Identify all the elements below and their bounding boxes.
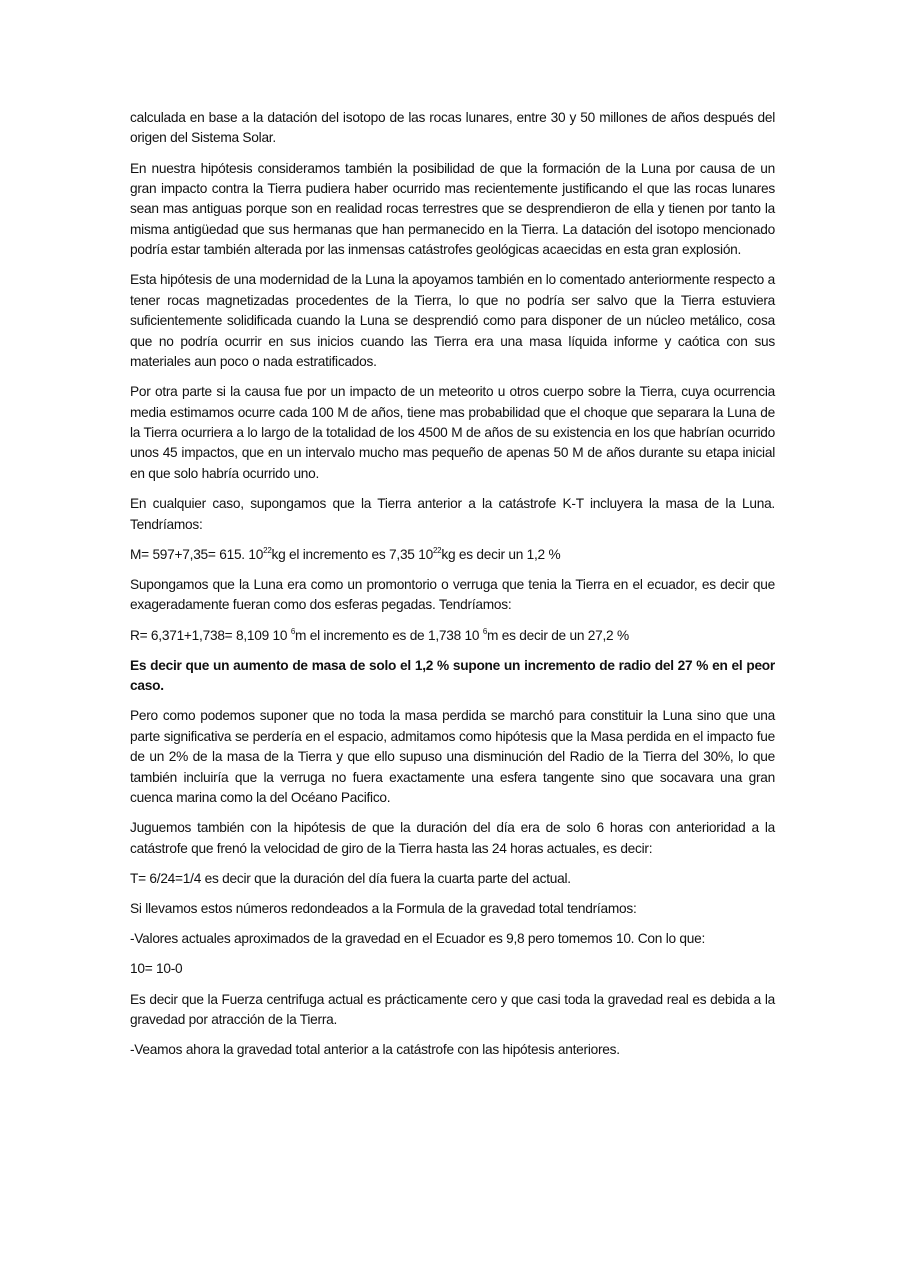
formula-text: M= 597+7,35= 615. 10 xyxy=(130,546,264,562)
exponent: 22 xyxy=(263,545,272,555)
paragraph: 10= 10-0 xyxy=(130,961,183,977)
paragraph: Supongamos que la Luna era como un promontorio o verruga que tenia la Tierra en el ecuador, es decir que exageradamente fueran como dos esferas pegadas. Tendríamos: xyxy=(130,576,775,613)
paragraph: En cualquier caso, supongamos que la Tierra anterior a la catástrofe K-T incluyera la masa de la Luna. Tendríamos: xyxy=(130,496,775,532)
paragraph: Por otra parte si la causa fue por un impacto de un meteorito u otros cuerpo sobre la Tierra, cuya ocurrencia media estimamos ocurre cada 100 M de años, tiene mas probabilidad que el choque que separara la Luna de la Tierra ocurriera a lo largo de la totalidad de los 4500 M de años de su existencia en los que habrían ocurrido unos 45 impactos, que en un intervalo mucho mas pequeño de apenas 50 M de años durante su etapa inicial en que solo habría ocurrido uno. xyxy=(130,384,775,481)
paragraph: Esta hipótesis de una modernidad de la Luna la apoyamos también en lo comentado anteriormente respecto a tener rocas magnetizadas procedentes de la Tierra, lo que no podría ser salvo que la Tierra estuviera suficientemente solidificada cuando la Luna se desprendió como para disponer de un núcleo metálico, cosa que no podría ocurrir en sus inicios cuando las Tierra era una masa líquida informe y caótica con sus materiales aun poco o nada estratificados. xyxy=(130,272,775,370)
exponent: 6 xyxy=(290,626,296,636)
paragraph: Pero como podemos suponer que no toda la masa perdida se marchó para constituir la Luna sino que una parte significativa se perdería en el espacio, admitamos como hipótesis que la Masa perdida en el impacto fue de un 2% de la masa de la Tierra y que ello supuso una disminución del Radio de la Tierra del 30%, lo que también incluiría que la verruga no fuera exactamente una esfera tangente sino que socavara una gran cuenca marina como la del Océano Pacifico. xyxy=(130,708,775,805)
paragraph: calculada en base a la datación del isotopo de las rocas lunares, entre 30 y 50 millones de años después del origen del Sistema Solar. xyxy=(130,110,775,146)
mass-formula xyxy=(130,545,775,565)
exponent: 22 xyxy=(432,545,442,555)
document-page xyxy=(130,108,775,1070)
radius-formula xyxy=(130,626,775,646)
formula-text: m es decir de un 27,2 % xyxy=(487,627,629,643)
formula-text: kg es decir un 1,2 % xyxy=(441,546,561,562)
paragraph: Juguemos también con la hipótesis de que la duración del día era de solo 6 horas con anterioridad a la catástrofe que frenó la velocidad de giro de la Tierra hasta las 24 horas actuales, es decir: xyxy=(130,820,775,856)
paragraph: En nuestra hipótesis consideramos también la posibilidad de que la formación de la Luna por causa de un gran impacto contra la Tierra pudiera haber ocurrido mas recientemente justificando el que las rocas lunares sean mas antiguas porque son en realidad rocas terrestres que se desprendieron de ella y tienen por tanto la misma antigüedad que sus hermanas que han permanecido en la Tierra. La datación del isotopo mencionado podría estar también alterada por las inmensas catástrofes geológicas acaecidas en esta gran explosión. xyxy=(130,160,775,258)
formula-text: R= 6,371+1,738= 8,109 10 xyxy=(130,627,291,643)
formula-text: kg el incremento es 7,35 10 xyxy=(271,546,433,562)
paragraph: Si llevamos estos números redondeados a la Formula de la gravedad total tendríamos: xyxy=(130,900,637,916)
paragraph: T= 6/24=1/4 es decir que la duración del día fuera la cuarta parte del actual. xyxy=(130,870,571,886)
exponent: 6 xyxy=(482,626,488,636)
paragraph: -Veamos ahora la gravedad total anterior a la catástrofe con las hipótesis anteriores. xyxy=(130,1042,620,1058)
paragraph: -Valores actuales aproximados de la gravedad en el Ecuador es 9,8 pero tomemos 10. Con lo que: xyxy=(130,931,706,947)
paragraph: Es decir que la Fuerza centrifuga actual es prácticamente cero y que casi toda la gravedad real es debida a la gravedad por atracción de la Tierra. xyxy=(130,991,775,1027)
bold-conclusion: Es decir que un aumento de masa de solo el 1,2 % supone un incremento de radio del 27 % en el peor caso. xyxy=(130,657,775,694)
formula-text: m el incremento es de 1,738 10 xyxy=(295,627,483,643)
